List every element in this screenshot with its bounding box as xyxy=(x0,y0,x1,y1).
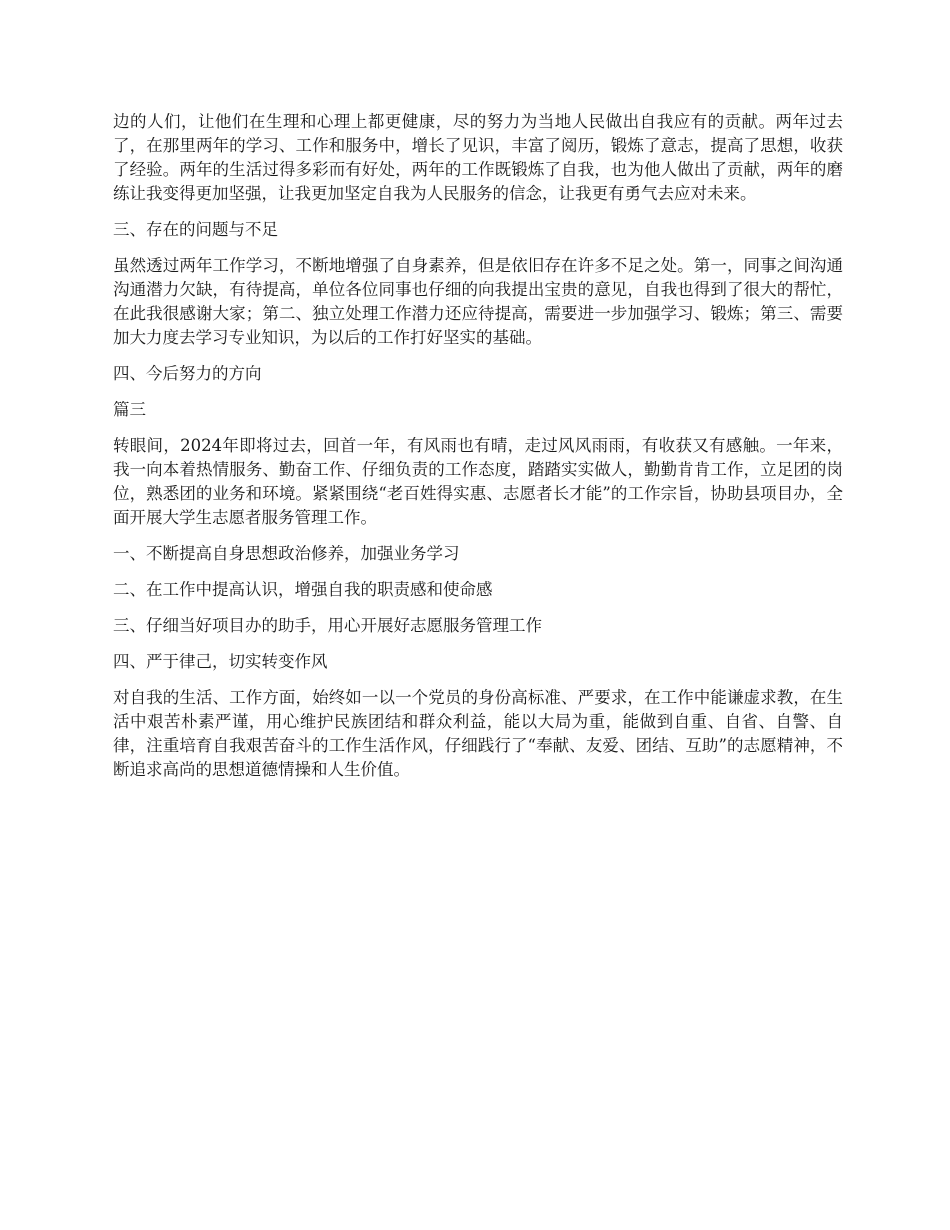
section-heading-2: 二、在工作中提高认识，增强自我的职责感和使命感 xyxy=(113,580,493,599)
paragraph-2: 虽然透过两年工作学习，不断地增强了自身素养，但是依旧存在许多不足之处。第一，同事之间沟通沟通潜力欠缺，有待提高，单位各位同事也仔细的向我提出宝贵的意见，自我也得到了很大的帮忙，在此我很感谢大家；第二、独立处理工作潜力还应待提高，需要进一步加强学习、锻炼；第三、需要加大力度去学习专业知识，为以后的工作打好坚实的基础。 xyxy=(113,256,843,347)
paragraph-4: 对自我的生活、工作方面，始终如一以一个党员的身份高标准、严要求，在工作中能谦虚求教，在生活中艰苦朴素严谨，用心维护民族团结和群众利益，能以大局为重，能做到自重、自省、自警、自律，注重培育自我艰苦奋斗的工作生活作风，仔细践行了“奉献、友爱、团结、互助”的志愿精神，不断追求高尚的思想道德情操和人生价值。 xyxy=(113,688,843,779)
paragraph-3: 转眼间，2024年即将过去，回首一年，有风雨也有晴，走过风风雨雨，有收获又有感触。一年来，我一向本着热情服务、勤奋工作、仔细负责的工作态度，踏踏实实做人，勤勤肯肯工作，立足团的岗位，熟悉团的业务和环境。紧紧围绕“老百姓得实惠、志愿者长才能”的工作宗旨，协助县项目办，全面开展大学生志愿者服务管理工作。 xyxy=(113,436,843,527)
section-heading-4: 四、严于律己，切实转变作风 xyxy=(113,652,328,671)
section-heading-direction: 四、今后努力的方向 xyxy=(113,364,262,383)
section-heading-problems: 三、存在的问题与不足 xyxy=(113,220,278,239)
paragraph-1: 边的人们，让他们在生理和心理上都更健康，尽的努力为当地人民做出自我应有的贡献。两年过去了，在那里两年的学习、工作和服务中，增长了见识，丰富了阅历，锻炼了意志，提高了思想，收获了经验。两年的生活过得多彩而有好处，两年的工作既锻炼了自我，也为他人做出了贡献，两年的磨练让我变得更加坚强，让我更加坚定自我为人民服务的信念，让我更有勇气去应对未来。 xyxy=(113,112,843,203)
section-heading-part-three: 篇三 xyxy=(113,400,146,419)
section-heading-3: 三、仔细当好项目办的助手，用心开展好志愿服务管理工作 xyxy=(113,616,542,635)
document-body xyxy=(113,110,843,794)
section-heading-1: 一、不断提高自身思想政治修养，加强业务学习 xyxy=(113,544,460,563)
